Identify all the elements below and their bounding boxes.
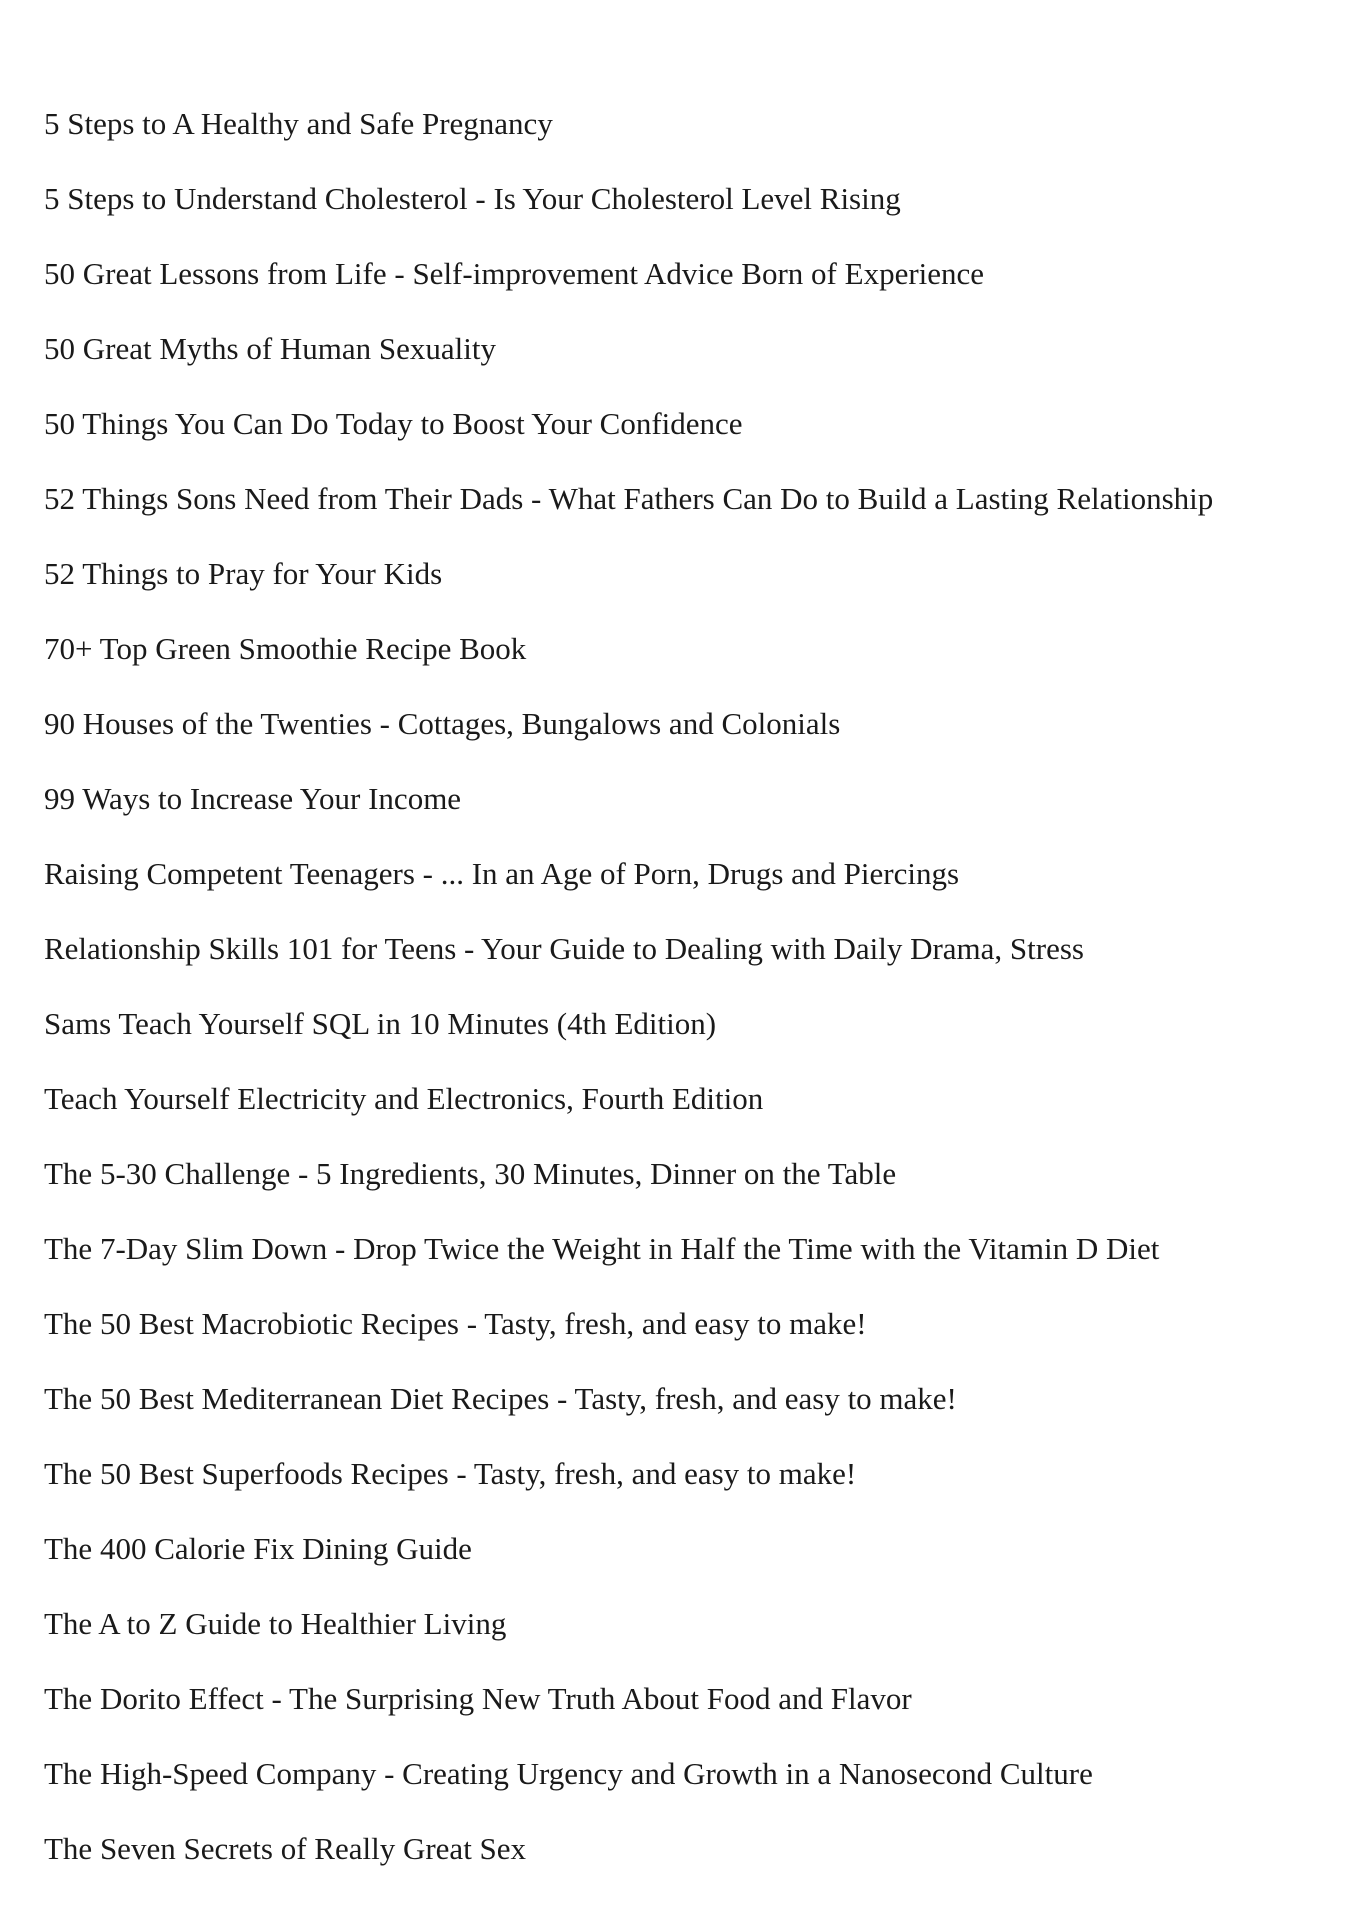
list-item: 50 Great Lessons from Life - Self-improvement Advice Born of Experience: [44, 256, 985, 291]
list-item: The A to Z Guide to Healthier Living: [44, 1606, 507, 1641]
list-item: Raising Competent Teenagers - ... In an Age of Porn, Drugs and Piercings: [44, 856, 960, 891]
list-item: The 50 Best Mediterranean Diet Recipes - Tasty, fresh, and easy to make!: [44, 1381, 957, 1416]
list-item: The 50 Best Macrobiotic Recipes - Tasty, fresh, and easy to make!: [44, 1306, 867, 1341]
list-item: The 7-Day Slim Down - Drop Twice the Weight in Half the Time with the Vitamin D Diet: [44, 1231, 1160, 1266]
list-item: 52 Things Sons Need from Their Dads - What Fathers Can Do to Build a Lasting Relationship: [44, 481, 1214, 516]
list-item: The High-Speed Company - Creating Urgency and Growth in a Nanosecond Culture: [44, 1756, 1093, 1791]
list-item: 70+ Top Green Smoothie Recipe Book: [44, 631, 527, 666]
list-item: 52 Things to Pray for Your Kids: [44, 556, 443, 591]
list-item: The 5-30 Challenge - 5 Ingredients, 30 Minutes, Dinner on the Table: [44, 1156, 897, 1191]
list-item: 50 Great Myths of Human Sexuality: [44, 331, 497, 366]
list-item: The 50 Best Superfoods Recipes - Tasty, fresh, and easy to make!: [44, 1456, 857, 1491]
list-item: 99 Ways to Increase Your Income: [44, 781, 462, 816]
list-item: The 400 Calorie Fix Dining Guide: [44, 1531, 472, 1566]
list-item: The Dorito Effect - The Surprising New Truth About Food and Flavor: [44, 1681, 912, 1716]
list-item: The Seven Secrets of Really Great Sex: [44, 1831, 527, 1866]
book-title-list: [44, 86, 1344, 1886]
list-item: Sams Teach Yourself SQL in 10 Minutes (4th Edition): [44, 1006, 717, 1041]
list-item: Relationship Skills 101 for Teens - Your Guide to Dealing with Daily Drama, Stress: [44, 931, 1084, 966]
list-item: 50 Things You Can Do Today to Boost Your Confidence: [44, 406, 743, 441]
list-item: Teach Yourself Electricity and Electronics, Fourth Edition: [44, 1081, 764, 1116]
list-item: 5 Steps to A Healthy and Safe Pregnancy: [44, 106, 553, 141]
list-item: 90 Houses of the Twenties - Cottages, Bungalows and Colonials: [44, 706, 841, 741]
list-item: 5 Steps to Understand Cholesterol - Is Your Cholesterol Level Rising: [44, 181, 901, 216]
